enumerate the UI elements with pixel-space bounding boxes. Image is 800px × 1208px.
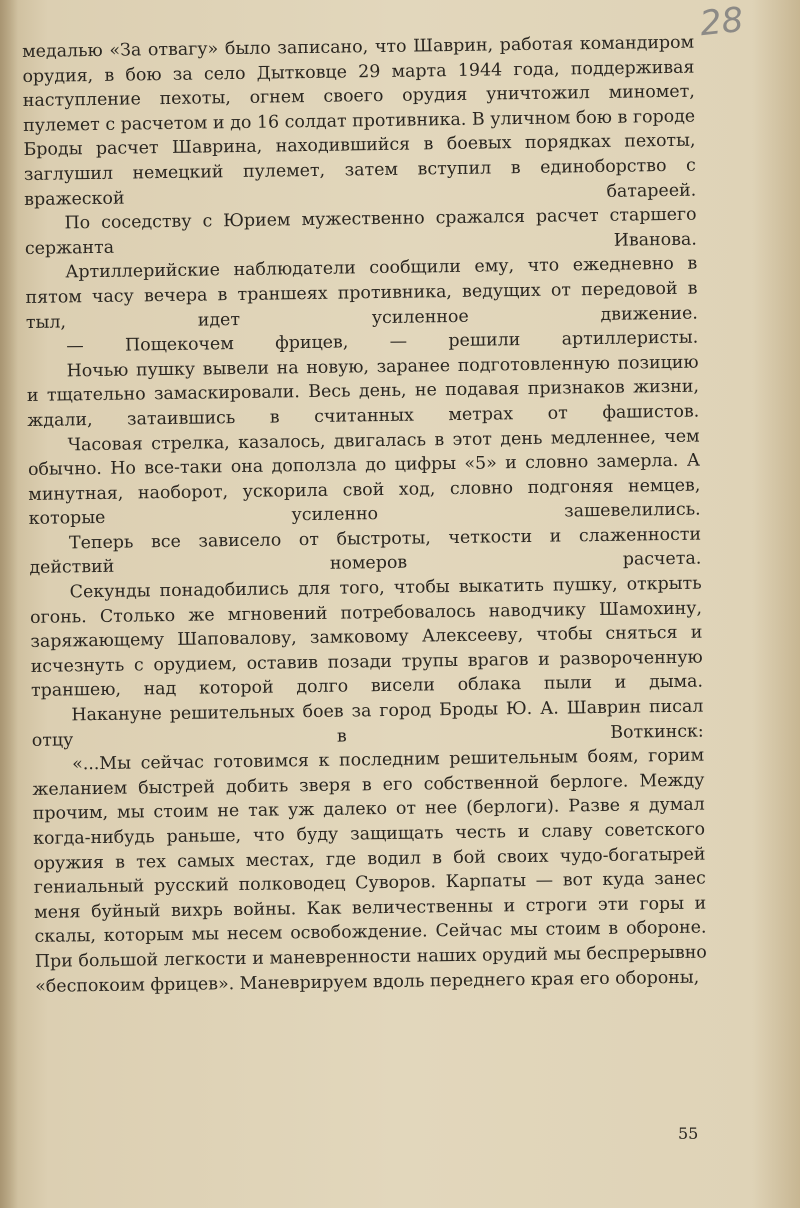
paragraph-10: «...Мы сейчас готовимся к последним решительным боям, горим желанием быстрей добить зверя в его собственной берлоге. Между прочим, мы стоим не так уж далеко от нее (берлоги). Разве я думал когда-нибудь раньше, что буду защищать честь и славу советского оружия в тех самых местах, где водил в бой своих чудо-богатырей гениальный русский полководец Суворов. Карпаты — вот куда занес меня буйный вихрь войны. Как величественны и строги эти горы и скалы, которым мы несем освобождение. Сейчас мы стоим в обороне. При большой легкости и маневренности наших орудий мы беспрерывно «беспокоим фрицев». Маневрируем вдоль переднего края его обороны,	[32, 745, 707, 997]
handwritten-archive-number: 28	[698, 0, 746, 45]
paragraph-1: медалью «За отвагу» было записано, что Шаврин, работая командиром орудия, в бою за село Дытковце 29 марта 1944 года, поддерживая наступление пехоты, огнем своего орудия уничтожил миномет, пулемет с расчетом и до 16 солдат противника. В уличном бою в городе Броды расчет Шаврина, находившийся в боевых порядках пехоты, заглушил немецкий пулемет, затем вступил в единоборство с вражеской батареей.	[22, 32, 697, 210]
paragraph-2: По соседству с Юрием мужественно сражался расчет старшего сержанта Иванова.	[24, 204, 697, 259]
paragraph-3: Артиллерийские наблюдатели сообщили ему, что ежедневно в пятом часу вечера в траншеях противника, ведущих от передовой в тыл, идет усиленное движение.	[25, 253, 699, 333]
paragraph-8: Секунды понадобились для того, чтобы выкатить пушку, открыть огонь. Столько же мгновений потребовалось наводчику Шамохину, заряжающему Шаповалову, замковому Алексееву, чтобы сняться и исчезнуть с орудием, оставив позади трупы врагов и развороченную траншею, над которой долго висели облака пыли и дыма.	[29, 573, 704, 702]
paragraph-6: Часовая стрелка, казалось, двигалась в этот день медленнее, чем обычно. Но все-таки она доползла до цифры «5» и словно замерла. А минутная, наоборот, ускорила свой ход, словно подгоняя немцев, которые усиленно зашевелились.	[27, 426, 701, 530]
paragraph-5: Ночью пушку вывели на новую, заранее подготовленную позицию и тщательно замаскировали. Весь день, не подавая признаков жизни, ждали, затаившись в считанных метрах от фашистов.	[26, 352, 700, 431]
page-number: 55	[678, 1124, 699, 1143]
paragraph-7: Теперь все зависело от быстроты, четкости и слаженности действий номеров расчета.	[29, 524, 702, 579]
paragraph-4: — Пощекочем фрицев, — решили артиллеристы.	[66, 327, 699, 357]
body-text	[22, 31, 707, 999]
paragraph-9: Накануне решительных боев за город Броды Ю. А. Шаврин писал отцу в Воткинск:	[31, 696, 704, 751]
